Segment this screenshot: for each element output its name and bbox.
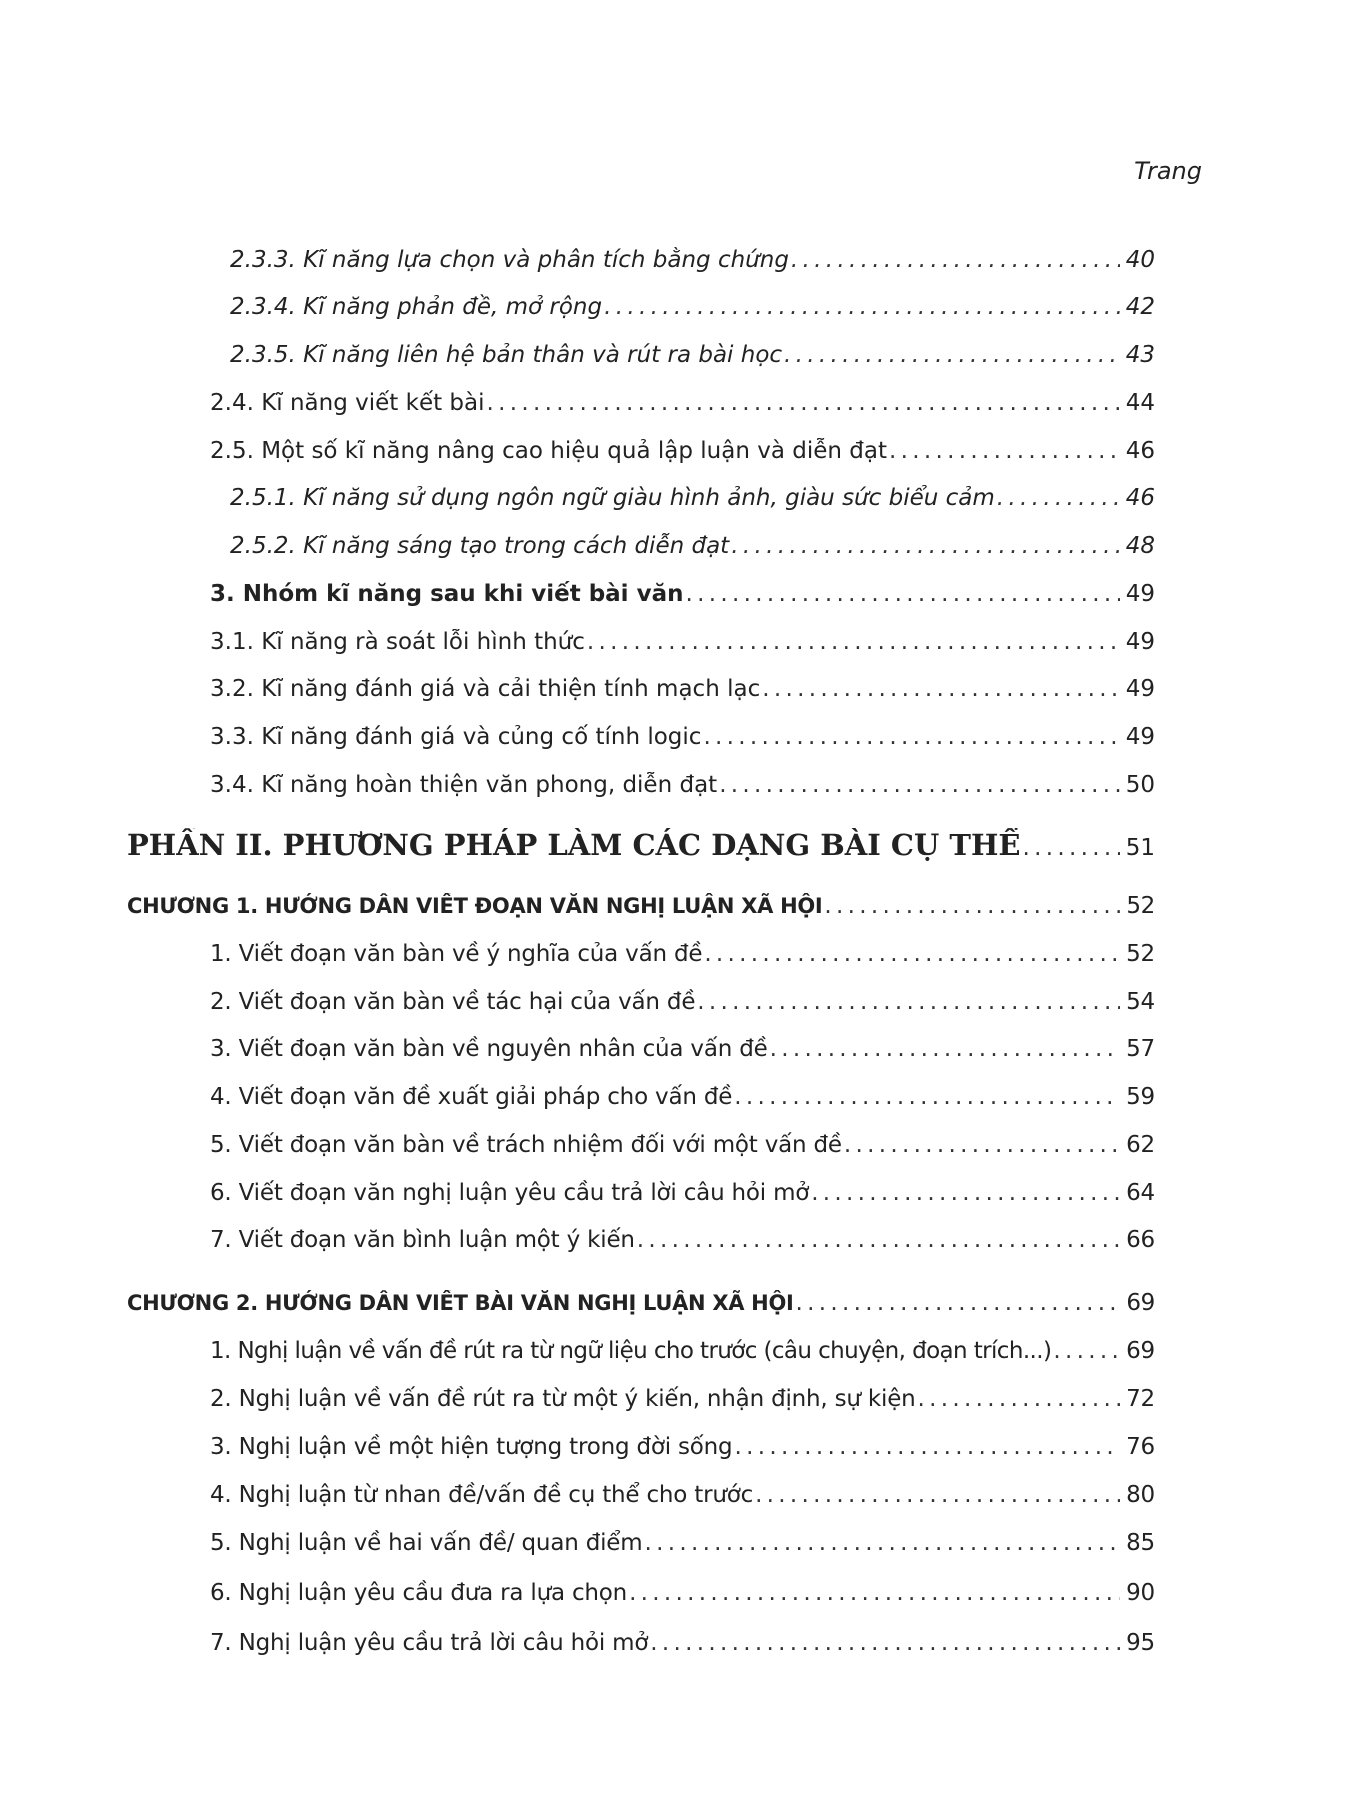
toc-entry-label: 3.1. Kĩ năng rà soát lỗi hình thức: [210, 629, 585, 655]
dot-leader: [791, 247, 1120, 273]
toc-entry-label: 2.3.4. Kĩ năng phản đề, mở rộng: [230, 294, 603, 320]
dot-leader: [1022, 835, 1119, 861]
toc-entry-page: 90: [1126, 1580, 1155, 1606]
toc-entry-label: 2. Nghị luận về vấn đề rút ra từ một ý kiến, nhận định, sự kiện: [210, 1386, 916, 1412]
toc-entry-label: 2.3.3. Kĩ năng lựa chọn và phân tích bằng chứng: [230, 247, 789, 273]
toc-entry[interactable]: [210, 1630, 1155, 1656]
dot-leader: [784, 342, 1120, 368]
toc-entry-page: 46: [1125, 438, 1155, 464]
toc-entry-label: 5. Viết đoạn văn bàn về trách nhiệm đối với một vấn đề: [210, 1132, 842, 1158]
toc-entry-label: 3.2. Kĩ năng đánh giá và cải thiện tính mạch lạc: [210, 676, 761, 702]
toc-entry[interactable]: [210, 1482, 1155, 1508]
toc-entry[interactable]: [210, 1084, 1155, 1110]
toc-entry-page: 52: [1126, 893, 1155, 919]
toc-entry-page: 80: [1126, 1482, 1155, 1508]
toc-entry-page: 69: [1126, 1290, 1155, 1316]
toc-entry-page: 49: [1125, 581, 1155, 607]
toc-entry-page: 48: [1125, 533, 1155, 559]
toc-section-entry[interactable]: [210, 581, 1155, 607]
toc-entry-page: 64: [1126, 1180, 1155, 1206]
dot-leader: [637, 1227, 1120, 1253]
toc-part-entry[interactable]: [127, 828, 1155, 862]
toc-entry-label: 3.4. Kĩ năng hoàn thiện văn phong, diễn đạt: [210, 772, 718, 798]
dot-leader: [734, 1084, 1120, 1110]
toc-entry-label: 1. Viết đoạn văn bàn về ý nghĩa của vấn đề: [210, 941, 703, 967]
toc-entry[interactable]: [210, 676, 1155, 702]
toc-chapter-label: CHƯƠNG 1. HƯỚNG DẪN VIẾT ĐOẠN VĂN NGHỊ LUẬN XÃ HỘI: [127, 894, 823, 918]
dot-leader: [762, 676, 1120, 702]
toc-entry[interactable]: [210, 1530, 1155, 1556]
toc-entry-page: 76: [1126, 1434, 1155, 1460]
toc-entry-label: 5. Nghị luận về hai vấn đề/ quan điểm: [210, 1530, 643, 1556]
toc-chapter-entry[interactable]: [127, 893, 1155, 919]
toc-entry[interactable]: [210, 1132, 1155, 1158]
dot-leader: [997, 485, 1120, 511]
dot-leader: [889, 438, 1120, 464]
toc-entry[interactable]: [210, 989, 1155, 1015]
toc-chapter-label: CHƯƠNG 2. HƯỚNG DẪN VIẾT BÀI VĂN NGHỊ LUẬN XÃ HỘI: [127, 1291, 794, 1315]
dot-leader: [704, 941, 1120, 967]
toc-entry-page: 49: [1125, 629, 1155, 655]
dot-leader: [811, 1180, 1120, 1206]
toc-entry-label: 2.5. Một số kĩ năng nâng cao hiệu quả lập luận và diễn đạt: [210, 438, 887, 464]
toc-entry-page: 46: [1125, 485, 1155, 511]
toc-entry-page: 44: [1125, 390, 1155, 416]
dot-leader: [587, 629, 1120, 655]
dot-leader: [731, 533, 1120, 559]
toc-entry[interactable]: [210, 1386, 1155, 1412]
dot-leader: [824, 893, 1120, 919]
toc-chapter-entry[interactable]: [127, 1290, 1155, 1316]
toc-entry-label: 2.4. Kĩ năng viết kết bài: [210, 390, 485, 416]
toc-entry-label: 2.3.5. Kĩ năng liên hệ bản thân và rút ra bài học: [230, 342, 783, 368]
dot-leader: [685, 581, 1119, 607]
toc-entry[interactable]: [210, 1227, 1155, 1253]
page-column-heading: Trang: [1134, 157, 1202, 185]
toc-entry-label: 6. Viết đoạn văn nghị luận yêu cầu trả lời câu hỏi mở: [210, 1180, 810, 1206]
toc-entry-page: 49: [1125, 676, 1155, 702]
toc-entry-label: 7. Nghị luận yêu cầu trả lời câu hỏi mở: [210, 1630, 649, 1656]
toc-entry-page: 95: [1126, 1630, 1155, 1656]
toc-entry-label: 3.3. Kĩ năng đánh giá và củng cố tính logic: [210, 724, 702, 750]
toc-entry-label: 4. Viết đoạn văn đề xuất giải pháp cho vấn đề: [210, 1084, 733, 1110]
toc-entry-page: 69: [1126, 1338, 1155, 1364]
toc-entry-label: 4. Nghị luận từ nhan đề/vấn đề cụ thể cho trước: [210, 1482, 754, 1508]
toc-entry-page: 40: [1125, 247, 1155, 273]
toc-entry[interactable]: [210, 1338, 1155, 1364]
toc-entry-label: 7. Viết đoạn văn bình luận một ý kiến: [210, 1227, 635, 1253]
toc-entry[interactable]: [210, 390, 1155, 416]
toc-entry-page: 49: [1125, 724, 1155, 750]
toc-entry[interactable]: [210, 724, 1155, 750]
toc-part-label: PHẦN II. PHƯƠNG PHÁP LÀM CÁC DẠNG BÀI CỤ THỂ: [127, 828, 1021, 862]
toc-entry-page: 42: [1125, 294, 1155, 320]
toc-entry[interactable]: [230, 294, 1155, 320]
dot-leader: [719, 772, 1120, 798]
toc-entry-page: 59: [1126, 1084, 1155, 1110]
dot-leader: [604, 294, 1120, 320]
toc-entry-page: 54: [1126, 989, 1155, 1015]
toc-entry-label: 1. Nghị luận về vấn đề rút ra từ ngữ liệu cho trước (câu chuyện, đoạn trích...): [210, 1338, 1052, 1364]
dot-leader: [650, 1630, 1120, 1656]
toc-entry-page: 66: [1126, 1227, 1155, 1253]
toc-entry-page: 62: [1126, 1132, 1155, 1158]
dot-leader: [796, 1290, 1121, 1316]
dot-leader: [734, 1434, 1120, 1460]
dot-leader: [770, 1036, 1121, 1062]
dot-leader: [644, 1530, 1120, 1556]
toc-entry[interactable]: [210, 1580, 1155, 1606]
toc-entry-page: 51: [1125, 835, 1155, 861]
toc-entry[interactable]: [210, 772, 1155, 798]
toc-entry-page: 50: [1125, 772, 1155, 798]
toc-entry[interactable]: [230, 533, 1155, 559]
toc-entry[interactable]: [230, 342, 1155, 368]
toc-entry-page: 52: [1126, 941, 1155, 967]
toc-entry-label: 2.5.2. Kĩ năng sáng tạo trong cách diễn đạt: [230, 533, 730, 559]
dot-leader: [918, 1386, 1121, 1412]
dot-leader: [487, 390, 1120, 416]
toc-entry-label: 2.5.1. Kĩ năng sử dụng ngôn ngữ giàu hình ảnh, giàu sức biểu cảm: [230, 485, 995, 511]
toc-entry-page: 85: [1126, 1530, 1155, 1556]
toc-entry[interactable]: [210, 1180, 1155, 1206]
dot-leader: [703, 724, 1119, 750]
toc-entry-page: 72: [1126, 1386, 1155, 1412]
toc-entry[interactable]: [230, 485, 1155, 511]
dot-leader: [697, 989, 1120, 1015]
dot-leader: [629, 1580, 1120, 1606]
toc-entry-label: 3. Nghị luận về một hiện tượng trong đời sống: [210, 1434, 733, 1460]
toc-entry-label: 2. Viết đoạn văn bàn về tác hại của vấn đề: [210, 989, 696, 1015]
dot-leader: [1053, 1338, 1120, 1364]
toc-entry[interactable]: [210, 629, 1155, 655]
toc-entry-label: 6. Nghị luận yêu cầu đưa ra lựa chọn: [210, 1580, 628, 1606]
dot-leader: [755, 1482, 1120, 1508]
toc-entry-label: 3. Nhóm kĩ năng sau khi viết bài văn: [210, 581, 684, 607]
dot-leader: [844, 1132, 1120, 1158]
toc-entry-page: 57: [1126, 1036, 1155, 1062]
toc-entry[interactable]: [210, 941, 1155, 967]
toc-entry[interactable]: [210, 1036, 1155, 1062]
toc-entry[interactable]: [210, 1434, 1155, 1460]
toc-entry-page: 43: [1125, 342, 1155, 368]
toc-entry[interactable]: [210, 438, 1155, 464]
toc-entry-label: 3. Viết đoạn văn bàn về nguyên nhân của vấn đề: [210, 1036, 768, 1062]
toc-entry[interactable]: [230, 247, 1155, 273]
